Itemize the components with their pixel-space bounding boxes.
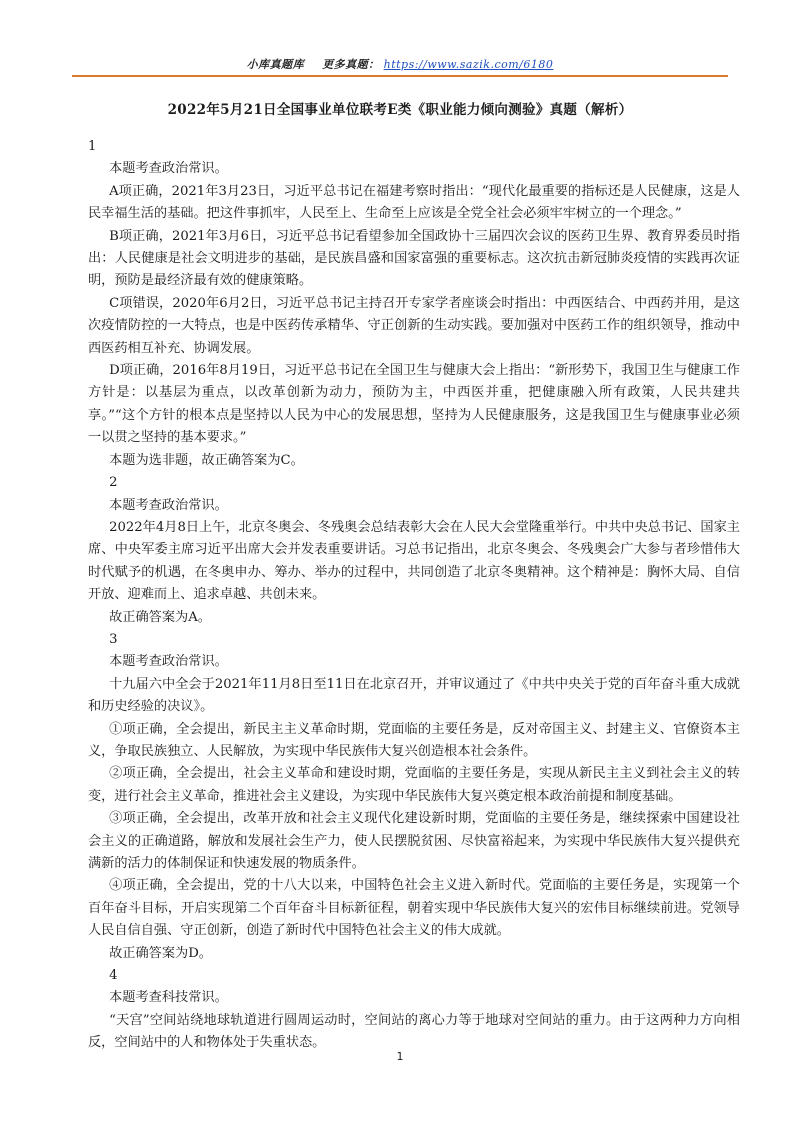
q3-answer: 故正确答案为D。 <box>109 945 212 961</box>
document-body <box>88 136 740 1055</box>
header-more-label: 更多真题： <box>322 58 380 71</box>
question-number-1: 1 <box>88 139 97 154</box>
q3-body: 十九届六中全会于2021年11月8日至11日在北京召开，并审议通过了《中共中央关于党的百年奋斗重大成就和历史经验的决议》。 <box>88 676 740 715</box>
q2-answer: 故正确答案为A。 <box>109 609 211 625</box>
q1-topic: 本题考查政治常识。 <box>109 161 228 177</box>
document-title: 2022年5月21日全国事业单位联考E类《职业能力倾向测验》真题（解析） <box>167 102 633 118</box>
q4-topic: 本题考查科技常识。 <box>109 990 228 1006</box>
q1-option-d: D项正确，2016年8月19日，习近平总书记在全国卫生与健康大会上指出：“新形势下，我国卫生与健康工作方针是：以基层为重点，以改革创新为动力，预防为主，中西医并重，把健康融入所有政策，人民共建共享。”“这个方针的根本点是坚持以人民为中心的发展思想，坚持为人民健康服务，这是我国卫生与健康事业必须一以贯之坚持的基本要求。” <box>88 363 740 446</box>
q3-option-4: ④项正确，全会提出，党的十八大以来，中国特色社会主义进入新时代。党面临的主要任务是，实现第一个百年奋斗目标，开启实现第二个百年奋斗目标新征程，朝着实现中华民族伟大复兴的宏伟目标继续前进。党领导人民自信自强、守正创新，创造了新时代中国特色社会主义的伟大成就。 <box>88 878 740 939</box>
question-number-3: 3 <box>109 631 118 647</box>
q3-topic: 本题考查政治常识。 <box>109 654 228 670</box>
header-site-name: 小库真题库 <box>246 58 305 71</box>
question-number-4: 4 <box>109 968 118 984</box>
q1-answer: 本题为选非题，故正确答案为C。 <box>109 452 304 468</box>
q1-option-c: C项错误，2020年6月2日，习近平总书记主持召开专家学者座谈会时指出：中西医结合、中西药并用，是这次疫情防控的一大特点，也是中医药传承精华、守正创新的生动实践。要加强对中医药工作的组织领导，推动中西医药相互补充、协调发展。 <box>88 295 740 356</box>
q1-option-a: A项正确，2021年3月23日，习近平总书记在福建考察时指出：“现代化最重要的指标还是人民健康，这是人民幸福生活的基础。把这件事抓牢，人民至上、生命至上应该是全党全社会必须牢牢树立的一个理念。” <box>88 183 740 222</box>
q3-option-2: ②项正确，全会提出，社会主义革命和建设时期，党面临的主要任务是，实现从新民主主义到社会主义的转变，进行社会主义革命，推进社会主义建设，为实现中华民族伟大复兴奠定根本政治前提和制度基础。 <box>88 766 740 804</box>
q3-option-3: ③项正确，全会提出，改革开放和社会主义现代化建设新时期，党面临的主要任务是，继续探索中国建设社会主义的正确道路，解放和发展社会生产力，使人民摆脱贫困、尽快富裕起来，为实现中华民族伟大复兴提供充满新的活力的体制保证和快速发展的物质条件。 <box>88 811 740 871</box>
header-divider <box>72 75 728 77</box>
q3-option-1: ①项正确，全会提出，新民主主义革命时期，党面临的主要任务是，反对帝国主义、封建主义、官僚资本主义，争取民族独立、人民解放，为实现中华民族伟大复兴创造根本社会条件。 <box>88 721 740 759</box>
header-link[interactable]: https://www.sazik.com/6180 <box>383 58 554 71</box>
page-header <box>72 56 728 72</box>
question-number-2: 2 <box>109 475 118 491</box>
q2-topic: 本题考查政治常识。 <box>109 497 228 513</box>
q4-body: “天宫”空间站绕地球轨道进行圆周运动时，空间站的离心力等于地球对空间站的重力。由于这两种力方向相反，空间站中的人和物体处于失重状态。 <box>88 1012 740 1051</box>
q2-body: 2022年4月8日上午，北京冬奥会、冬残奥会总结表彰大会在人民大会堂隆重举行。中共中央总书记、国家主席、中央军委主席习近平出席大会并发表重要讲话。习总书记指出，北京冬奥会、冬残奥会广大参与者珍惜伟大时代赋予的机遇，在冬奥申办、筹办、举办的过程中，共同创造了北京冬奥精神。这个精神是：胸怀大局、自信开放、迎难而上、追求卓越、共创未来。 <box>88 519 740 603</box>
q1-option-b: B项正确，2021年3月6日，习近平总书记看望参加全国政协十三届四次会议的医药卫生界、教育界委员时指出：人民健康是社会文明进步的基础，是民族昌盛和国家富强的重要标志。这次抗击新冠肺炎疫情的实践再次证明，预防是最经济最有效的健康策略。 <box>88 228 740 289</box>
page-number: 1 <box>396 1050 404 1063</box>
